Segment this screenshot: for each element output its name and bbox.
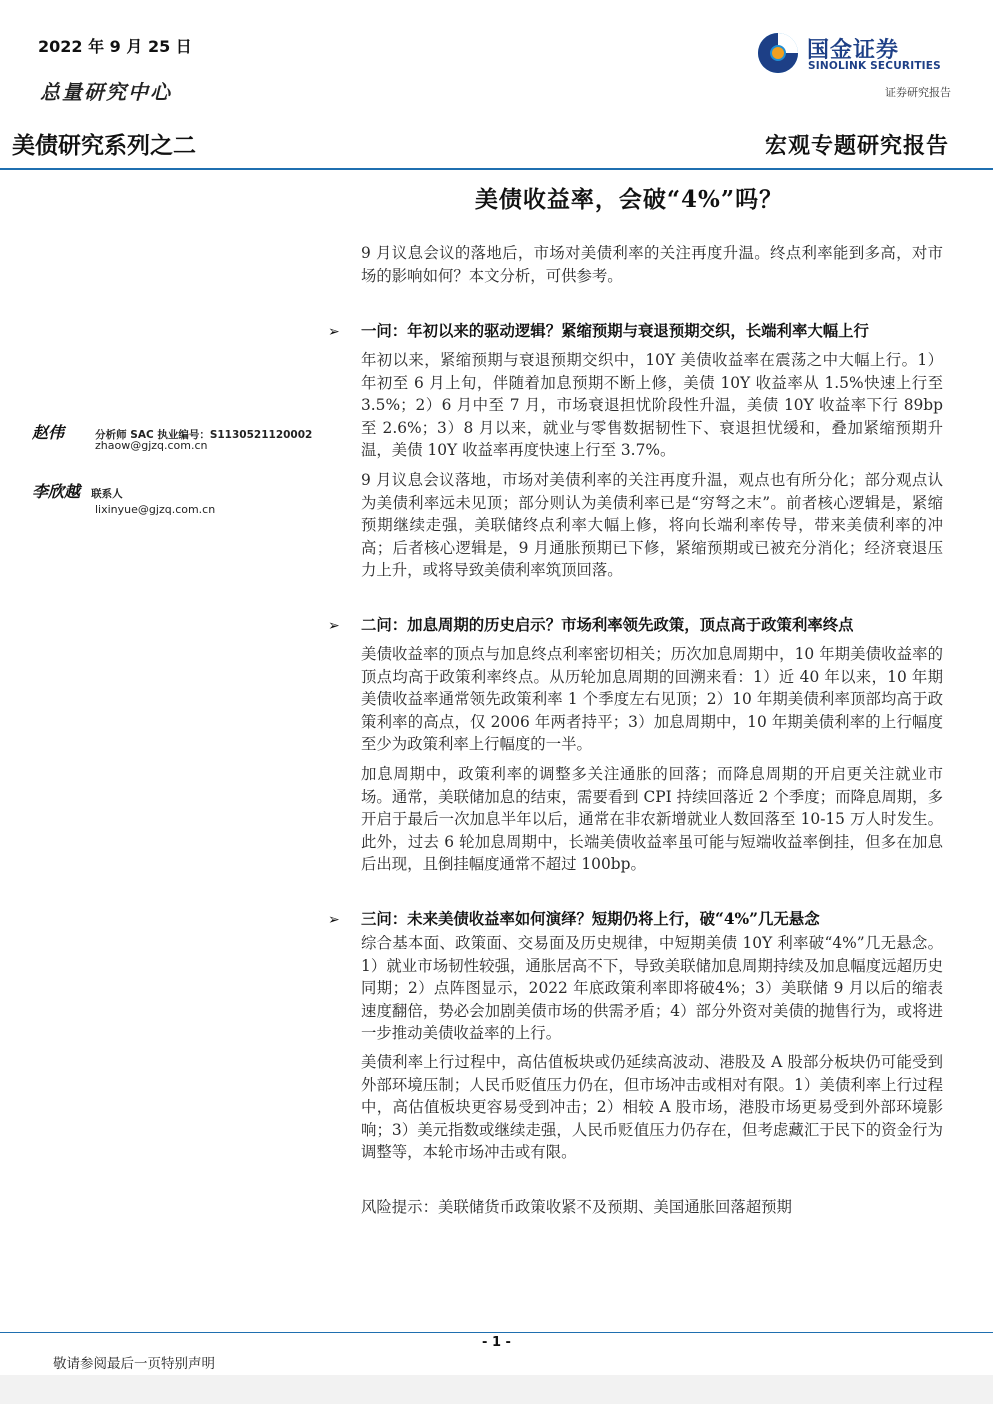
arrow-bullet-icon: ➢: [328, 324, 340, 340]
report-series: 美债研究系列之二: [12, 133, 196, 159]
section-body: [361, 469, 943, 582]
report-date: 2022 年 9 月 25 日: [38, 37, 192, 56]
research-center: 总量研究中心: [40, 80, 172, 104]
section-body: [361, 1051, 943, 1164]
section-heading-text: 二问：加息周期的历史启示？市场利率领先政策，顶点高于政策利率终点: [361, 616, 854, 634]
header-divider: [0, 168, 993, 170]
analyst-email[interactable]: zhaow@gjzq.com.cn: [95, 439, 208, 452]
company-logo: [757, 30, 952, 78]
body-paragraph: 加息周期中，政策利率的调整多关注通胀的回落；而降息周期的开启更关注就业市场。通常，美联储加息的结束，需要看到 CPI 持续回落近 2 个季度；而降息周期，多开启于最后一次加息半年以后，通常在非农新增就业人数回落至 10-15 万人时发生。此外，过去 6 轮加息周期中，长端美债收益率虽可能与短端收益率倒挂，但多在加息后出现，且倒挂幅度通常不超过 100bp。: [361, 765, 943, 874]
arrow-bullet-icon: ➢: [328, 912, 340, 928]
body-paragraph: 美债收益率的顶点与加息终点利率密切相关；历次加息周期中，10 年期美债收益率的顶点均高于政策利率终点。从历轮加息周期的回溯来看：1）近 40 年以来，10 年期美债收益率通常领先政策利率 1 个季度左右见顶；2）10 年期美债利率顶部均高于政策利率的高点，仅 2006 年两者持平；3）加息周期中，10 年期美债利率的上行幅度至少为政策利率上行幅度的一半。: [361, 645, 943, 754]
analyst-card: [32, 479, 123, 502]
section-body: [361, 349, 943, 462]
intro-paragraph: 9 月议息会议的落地后，市场对美债利率的关注再度升温。终点利率能到多高，对市场的影响如何？本文分析，可供参考。: [361, 244, 943, 285]
section-heading: [328, 614, 948, 637]
section-body: [361, 643, 943, 756]
report-type: 宏观专题研究报告: [764, 133, 949, 159]
analyst-name: 李欣越: [32, 482, 81, 501]
body-paragraph: 综合基本面、政策面、交易面及历史规律，中短期美债 10Y 利率破“4%”几无悬念。1）就业市场韧性较强，通胀居高不下，导致美联储加息周期持续及加息幅度远超历史同期；2）点阵图显示，2022 年底政策利率即将破4%；3）美联储 9 月以后的缩表速度翻倍，势必会加剧美债市场的供需矛盾；4）部分外资对美债的抛售行为，或将进一步推动美债收益率的上行。: [361, 934, 943, 1043]
footer-divider: [0, 1332, 993, 1333]
sinolink-logo-icon: [757, 32, 799, 74]
section-heading-text: 三问：未来美债收益率如何演绎？短期仍将上行，破“4%”几无悬念: [361, 910, 820, 928]
page-number: - 1 -: [482, 1335, 511, 1350]
analyst-role: 分析师 SAC 执业编号：S1130521120002: [95, 429, 313, 441]
logo-english-name: SINOLINK SECURITIES: [808, 60, 941, 72]
document-type: 证券研究报告: [885, 86, 951, 99]
analyst-name: 赵伟: [32, 423, 65, 442]
disclaimer-note: 敬请参阅最后一页特别声明: [53, 1356, 215, 1372]
body-paragraph: 9 月议息会议落地，市场对美债利率的关注再度升温，观点也有所分化；部分观点认为美债利率远未见顶；部分则认为美债利率已是“穷弩之末”。前者核心逻辑是，紧缩预期继续走强，美联储终点利率大幅上修，将向长端利率传导，带来美债利率的冲高；后者核心逻辑是，9 月通胀预期已下修，紧缩预期或已被充分消化；经济衰退压力上升，或将导致美债利率筑顶回落。: [361, 471, 943, 580]
body-paragraph: 年初以来，紧缩预期与衰退预期交织中，10Y 美债收益率在震荡之中大幅上行。1）年初至 6 月上旬，伴随着加息预期不断上修，美债 10Y 收益率从 1.5%快速上行至 3.5%；2）6 月中至 7 月，市场衰退担忧阶段性升温，美债 10Y 收益率下行 89bp 至 2.6%；3）8 月以来，就业与零售数据韧性下、衰退担忧缓和，叠加紧缩预期升温，美债 10Y 收益率再度快速上行至 3.7%。: [361, 351, 943, 460]
arrow-bullet-icon: ➢: [328, 618, 340, 634]
section-body: [361, 763, 943, 876]
logo-chinese-name: 国金证券: [807, 38, 900, 63]
section-body: [361, 932, 943, 1045]
section-heading-text: 一问：年初以来的驱动逻辑？紧缩预期与衰退预期交织，长端利率大幅上行: [361, 322, 869, 340]
section-heading: [328, 320, 948, 343]
risk-warning: 风险提示：美联储货币政策收紧不及预期、美国通胀回落超预期: [361, 1198, 792, 1216]
analyst-email[interactable]: lixinyue@gjzq.com.cn: [95, 503, 216, 516]
report-title: 美债收益率，会破“4%”吗？: [474, 186, 784, 213]
body-paragraph: 美债利率上行过程中，高估值板块或仍延续高波动、港股及 A 股部分板块仍可能受到外部环境压制；人民币贬值压力仍在，但市场冲击或相对有限。1）美债利率上行过程中，高估值板块更容易受到冲击；2）相较 A 股市场，港股市场更易受到外部环境影响；3）美元指数或继续走强，人民币贬值压力仍存在，但考虑藏汇于民下的资金行为调整等，本轮市场冲击或有限。: [361, 1053, 943, 1162]
section-heading: [328, 908, 948, 931]
analyst-role: 联系人: [91, 488, 123, 500]
page-bottom-band: [0, 1375, 993, 1404]
